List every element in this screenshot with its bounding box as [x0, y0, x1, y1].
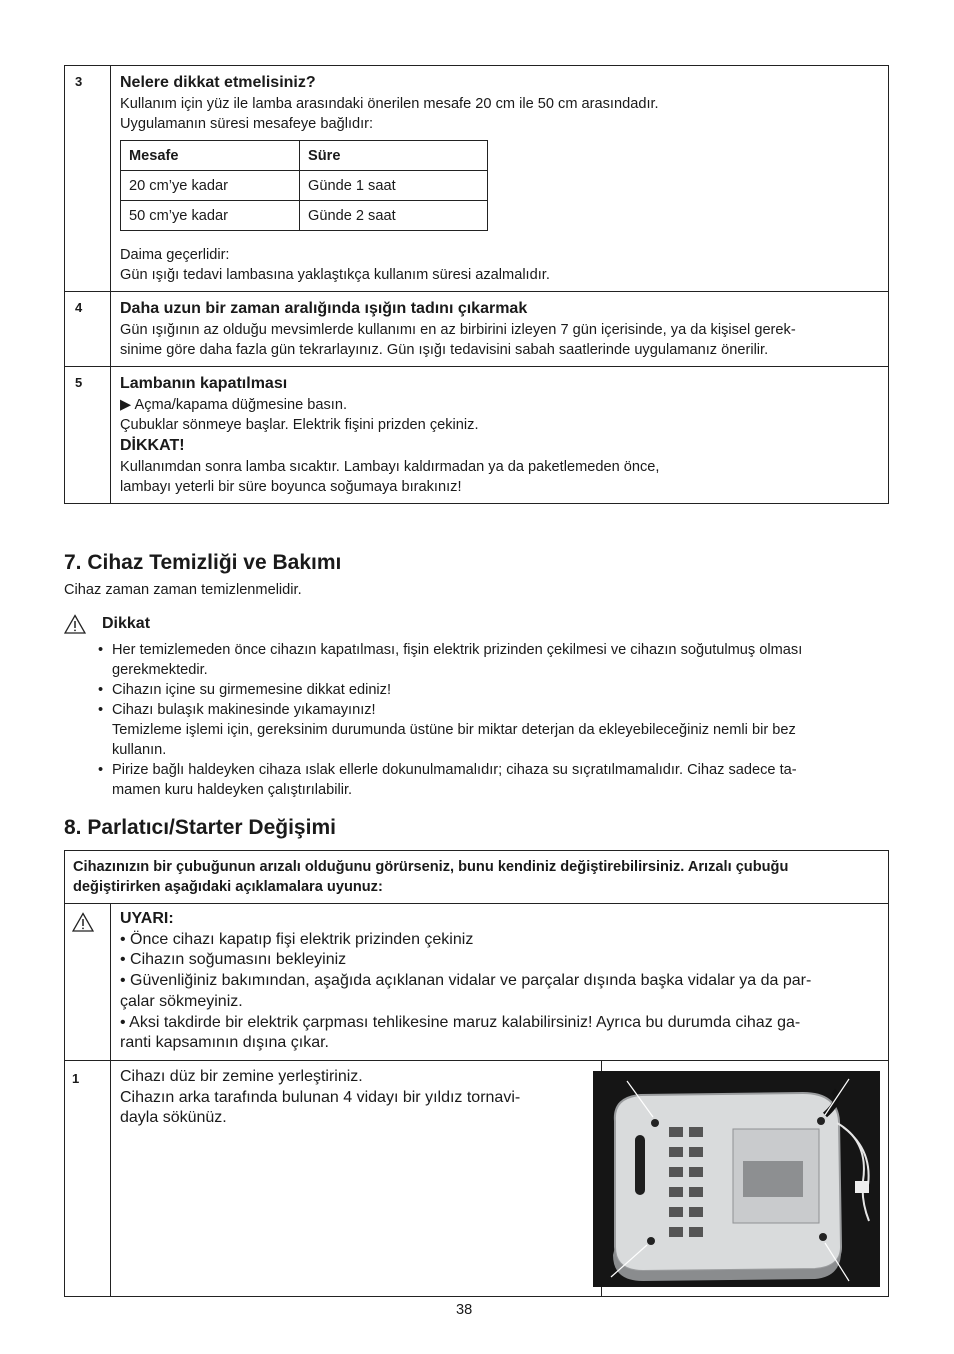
table-row	[65, 66, 889, 292]
warning-text: • Aksi takdirde bir elektrik çarpması tehlikesine maruz kalabilirsiniz! Ayrıca bu durumda cihaz ga-	[120, 1013, 801, 1031]
step-number: 5	[65, 367, 111, 504]
step-title: Nelere dikkat etmelisiniz?	[120, 74, 316, 91]
table-row	[65, 904, 889, 1061]
warning-block	[64, 614, 894, 800]
step-title: Lambanın kapatılması	[120, 375, 288, 392]
list-item: • Her temizlemeden önce cihazın kapatılması, fişin elektrik prizinden çekilmesi ve cihazın soğutulmuş olması gerekmektedir.	[98, 642, 803, 678]
intro-text: Cihazınızın bir çubuğunun arızalı olduğunu görürseniz, bunu kendiniz değiştirebilirsiniz. Arızalı çubuğu	[73, 859, 789, 875]
step-text: Daima geçerlidir:	[120, 247, 230, 263]
table-row	[121, 201, 488, 231]
step-text: Gün ışığının az olduğu mevsimlerde kullanımı en az birbirini izleyen 7 gün içerisinde, ya da kişisel gerek-	[120, 322, 796, 338]
warning-title: UYARI:	[120, 910, 174, 927]
column-header: Mesafe	[121, 141, 300, 171]
table-cell: 20 cm’ye kadar	[121, 171, 300, 201]
instructions-table	[64, 65, 889, 504]
column-header: Süre	[300, 141, 488, 171]
step-text: dayla sökünüz.	[120, 1109, 227, 1127]
warning-text: • Önce cihazı kapatıp fişi elektrik prizinden çekiniz	[120, 930, 474, 948]
table-row	[65, 292, 889, 367]
device-back-photo	[593, 1071, 880, 1287]
step-text: Uygulamanın süresi mesafeye bağlıdır:	[120, 116, 374, 132]
step-number: 4	[65, 292, 111, 367]
table-row	[121, 171, 488, 201]
warning-text: • Cihazın soğumasını bekleyiniz	[120, 951, 347, 969]
distance-duration-table	[120, 140, 488, 231]
table-cell: 50 cm’ye kadar	[121, 201, 300, 231]
list-item: • Cihazı bulaşık makinesinde yıkamayınız! Temizleme işlemi için, gereksinim durumunda üstüne bir miktar deterjan da ekleyebileceğiniz nemli bir bez kullanın.	[98, 702, 796, 758]
step-number: 1	[65, 1060, 111, 1296]
section-title: 8. Parlatıcı/Starter Değişimi	[64, 816, 336, 839]
warning-triangle-icon	[64, 614, 86, 639]
warning-label: Dikkat	[102, 615, 151, 632]
table-cell: Günde 1 saat	[300, 171, 488, 201]
caution-text: Kullanımdan sonra lamba sıcaktır. Lambayı kaldırmadan ya da paketlemeden önce,	[120, 459, 660, 475]
caution-text: lambayı yeterli bir süre boyunca soğumaya bırakınız!	[120, 479, 462, 495]
page-number: 38	[456, 1302, 473, 1318]
warning-text: ranti kapsamının dışına çıkar.	[120, 1034, 329, 1052]
step-text: Gün ışığı tedavi lambasına yaklaştıkça kullanım süresi azalmalıdır.	[120, 267, 550, 283]
warning-triangle-icon	[72, 919, 94, 936]
step-text: sinime göre daha fazla gün tekrarlayınız. Gün ışığı tedavisini sabah saatlerinde uygulamanız önerilir.	[120, 342, 769, 358]
step-number: 3	[65, 66, 111, 292]
step-text: Çubuklar sönmeye başlar. Elektrik fişini prizden çekiniz.	[120, 417, 479, 433]
step-text: Kullanım için yüz ile lamba arasındaki önerilen mesafe 20 cm ile 50 cm arasındadır.	[120, 96, 659, 112]
step-text: Cihazı düz bir zemine yerleştiriniz.	[120, 1067, 363, 1085]
intro-text: değiştirirken aşağıdaki açıklamalara uyunuz:	[73, 879, 383, 895]
table-cell: Günde 2 saat	[300, 201, 488, 231]
caution-title: DİKKAT!	[120, 437, 185, 454]
step-text: Cihazın arka tarafında bulunan 4 vidayı bir yıldız tornavi-	[120, 1088, 521, 1106]
section-title: 7. Cihaz Temizliği ve Bakımı	[64, 551, 342, 574]
table-row	[65, 851, 889, 904]
warning-text: çalar sökmeyiniz.	[120, 992, 243, 1010]
cleaning-bullet-list	[64, 640, 894, 800]
table-header-row	[121, 141, 488, 171]
section-intro: Cihaz zaman zaman temizlenmelidir.	[64, 582, 302, 598]
table-row	[65, 367, 889, 504]
step-text: ▶ Açma/kapama düğmesine basın.	[120, 397, 348, 413]
warning-text: • Güvenliğiniz bakımından, aşağıda açıklanan vidalar ve parçalar dışında başka vidalar ya da par-	[120, 972, 812, 990]
step-title: Daha uzun bir zaman aralığında ışığın tadını çıkarmak	[120, 300, 528, 317]
list-item: • Pirize bağlı haldeyken cihaza ıslak ellerle dokunulmamalıdır; cihaza su sıçratılmamalıdır. Cihaz sadece ta- mamen kuru haldeyken çalıştırılabilir.	[98, 762, 797, 798]
list-item: • Cihazın içine su girmemesine dikkat ediniz!	[98, 682, 392, 698]
